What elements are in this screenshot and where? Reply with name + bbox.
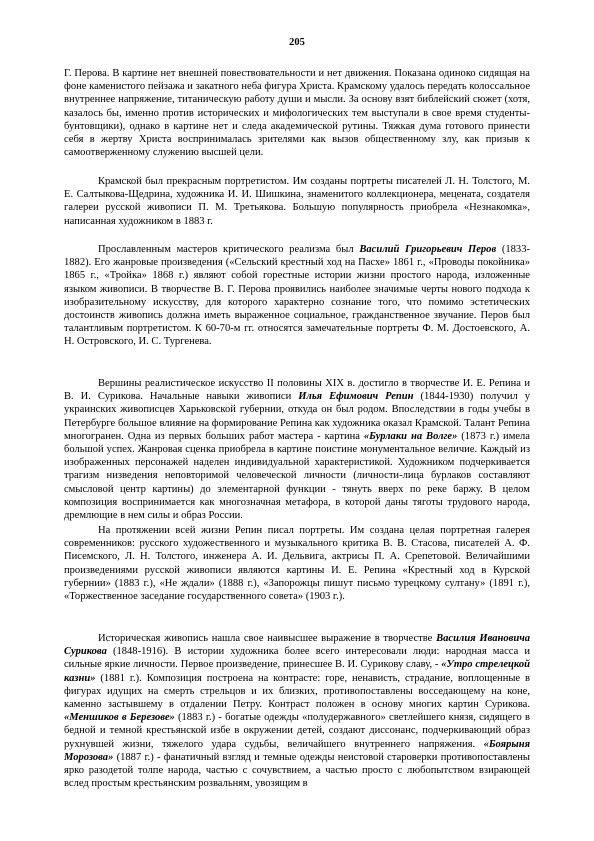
document-page xyxy=(64,0,530,841)
emphasized-name: Василия Ивановича Сурикова xyxy=(64,633,531,658)
page-number: 205 xyxy=(289,37,305,48)
emphasized-name: «Утро стрелецкой казни» xyxy=(64,659,530,684)
paragraph xyxy=(64,377,530,522)
text-run: (1887 г.) - фанатичный взгляд и темные одежды неистовой староверки противопоставлены ярко разодетой толпе народа, частью с сочувствием, а частью просто с любопытством взирающей вслед простым крестьянским розвальням, увозящим в xyxy=(64,751,530,790)
emphasized-name: Василий Григорьевич Перов xyxy=(359,244,497,255)
emphasized-name: Илья Ефимович Репин xyxy=(298,391,414,403)
text-run: Прославленным мастеров критического реализма был xyxy=(98,244,360,255)
paragraph xyxy=(64,67,530,159)
text-run: (1883 г.) - богатые одежды «полудержавного» светлейшего князя, сидящего в бедной и темной крестьянской избе в окружении детей, создают диссонанс, подчеркивающий образ рухнувшей жизни, тяжелого удара судьбы, величайшего внутреннего напряжения. xyxy=(64,712,530,750)
emphasized-name: «Меншиков в Березове» xyxy=(64,712,175,724)
paragraph xyxy=(64,243,530,349)
emphasized-name: «Бурлаки на Волге» xyxy=(363,430,458,442)
paragraph xyxy=(64,175,530,228)
paragraph xyxy=(64,524,530,603)
text-run: На протяжении всей жизни Репин писал портреты. Им создана целая портретная галерея современников: русского художественного и музыкального критика В. В. Стасова, писателей А. Ф. Писемского, Л. Н. Толстого, инженера А. И. Дельвига, актрисы П. А. Срепетовой. Величайшими произведениями русской живописи являются картины И. Е. Репина «Крестный ход в Курской губернии» (1883 г.), «Не ждали» (1888 г.), «Запорожцы пишут письмо турецкому султану» (1891 г.), «Торжественное заседание государственного совета» (1903 г.). xyxy=(64,525,530,603)
text-run: (1833-1882). Его жанровые произведения («Сельский крестный ход на Пасхе» 1861 г., «Проводы покойника» 1865 г., «Тройка» 1868 г.) являют собой горестные истории жизни простого народа, изложенные языком живописи. В творчестве В. Г. Перова проявились наиболее значимые черты нового подхода к изобразительному искусству, для которого характерно сознание того, что помимо эстетических достоинств живопись должна иметь выраженное социальное, гражданственное звучание. Перов был талантливым портретистом. К 60-70-м гг. относятся замечательные портреты Ф. М. Достоевского, А. Н. Островского, И. С. Тургенева. xyxy=(64,244,530,348)
text-run: (1848-1916). В истории художника более всего интересовали люди: народная масса и сильные яркие личности. Первое произведение, принесшее В. И. Сурикову славу, - xyxy=(64,646,530,671)
text-run: Крамской был прекрасным портретистом. Им созданы портреты писателей Л. Н. Толстого, М. Е. Салтыкова-Щедрина, художника И. И. Шишкина, знаменитого коллекционера, мецената, создателя галереи русской живописи П. М. Третьякова. Большую популярность приобрела «Незнакомка», написанная художником в 1883 г. xyxy=(64,176,530,227)
text-run: Историческая живопись нашла свое наивысшее выражение в творчестве xyxy=(98,633,437,644)
text-run: Г. Перова. В картине нет внешней повествовательности и нет движения. Показана одиноко сидящая на фоне каменистого пейзажа и закатного неба фигура Христа. Крамскому удалось передать колоссальное внутреннее напряжение, титаническую работу души и мысли. За основу взят библейский сюжет (хотя, казалось бы, именно против исторических и мифологических тем выступали в свое время студенты-бунтовщики), однако в картине нет и следа академической рутины. Тяжкая дума готового принести себя в жертву Христа воспринималась зрителями как вызов общественному злу, как призыв к самоотверженному служению высшей цели. xyxy=(64,68,530,159)
paragraph xyxy=(64,632,530,790)
text-run: Вершины реалистическое искусство II половины XIX в. достигло в творчестве И. Е. Репина и В. И. Сурикова. Начальные навыки живописи xyxy=(64,378,530,403)
text-run: (1844-1930) получил у украинских живописцев Харьковской губернии, откуда он был родом. Впоследствии в годы учебы в Петербурге большое влияние на формирование Репина как художника оказал Крамской. Талант Репина многогранен. Одна из первых больших работ мастера - картина xyxy=(64,391,530,442)
text-run: (1881 г.). Композиция построена на контрасте: горе, ненависть, страдание, воплощенные в фигурах идущих на смерть стрельцов и их близких, противопоставлены восседающему на коне, каменно застывшему в отдалении Петру. Контраст положен в основу многих картин Сурикова. xyxy=(64,672,530,711)
emphasized-name: «Боярыня Морозова» xyxy=(64,738,530,763)
text-run: (1873 г.) имела большой успех. Жанровая сценка приобрела в картине поистине монументальное величие. Каждый из изображенных персонажей наделен индивидуальной характеристикой. Художником подчеркивается трагизм низведения неповторимой человеческой личности (личности-лица бурлаков составляют смысловой центр картины) до элементарной функции - тянуть вверх по реке баржу. В целом композиция воспринимается как многозначная метафора, в которой даны тяготы трудового народа, дремлющие в нем силы и образ России. xyxy=(64,430,530,522)
